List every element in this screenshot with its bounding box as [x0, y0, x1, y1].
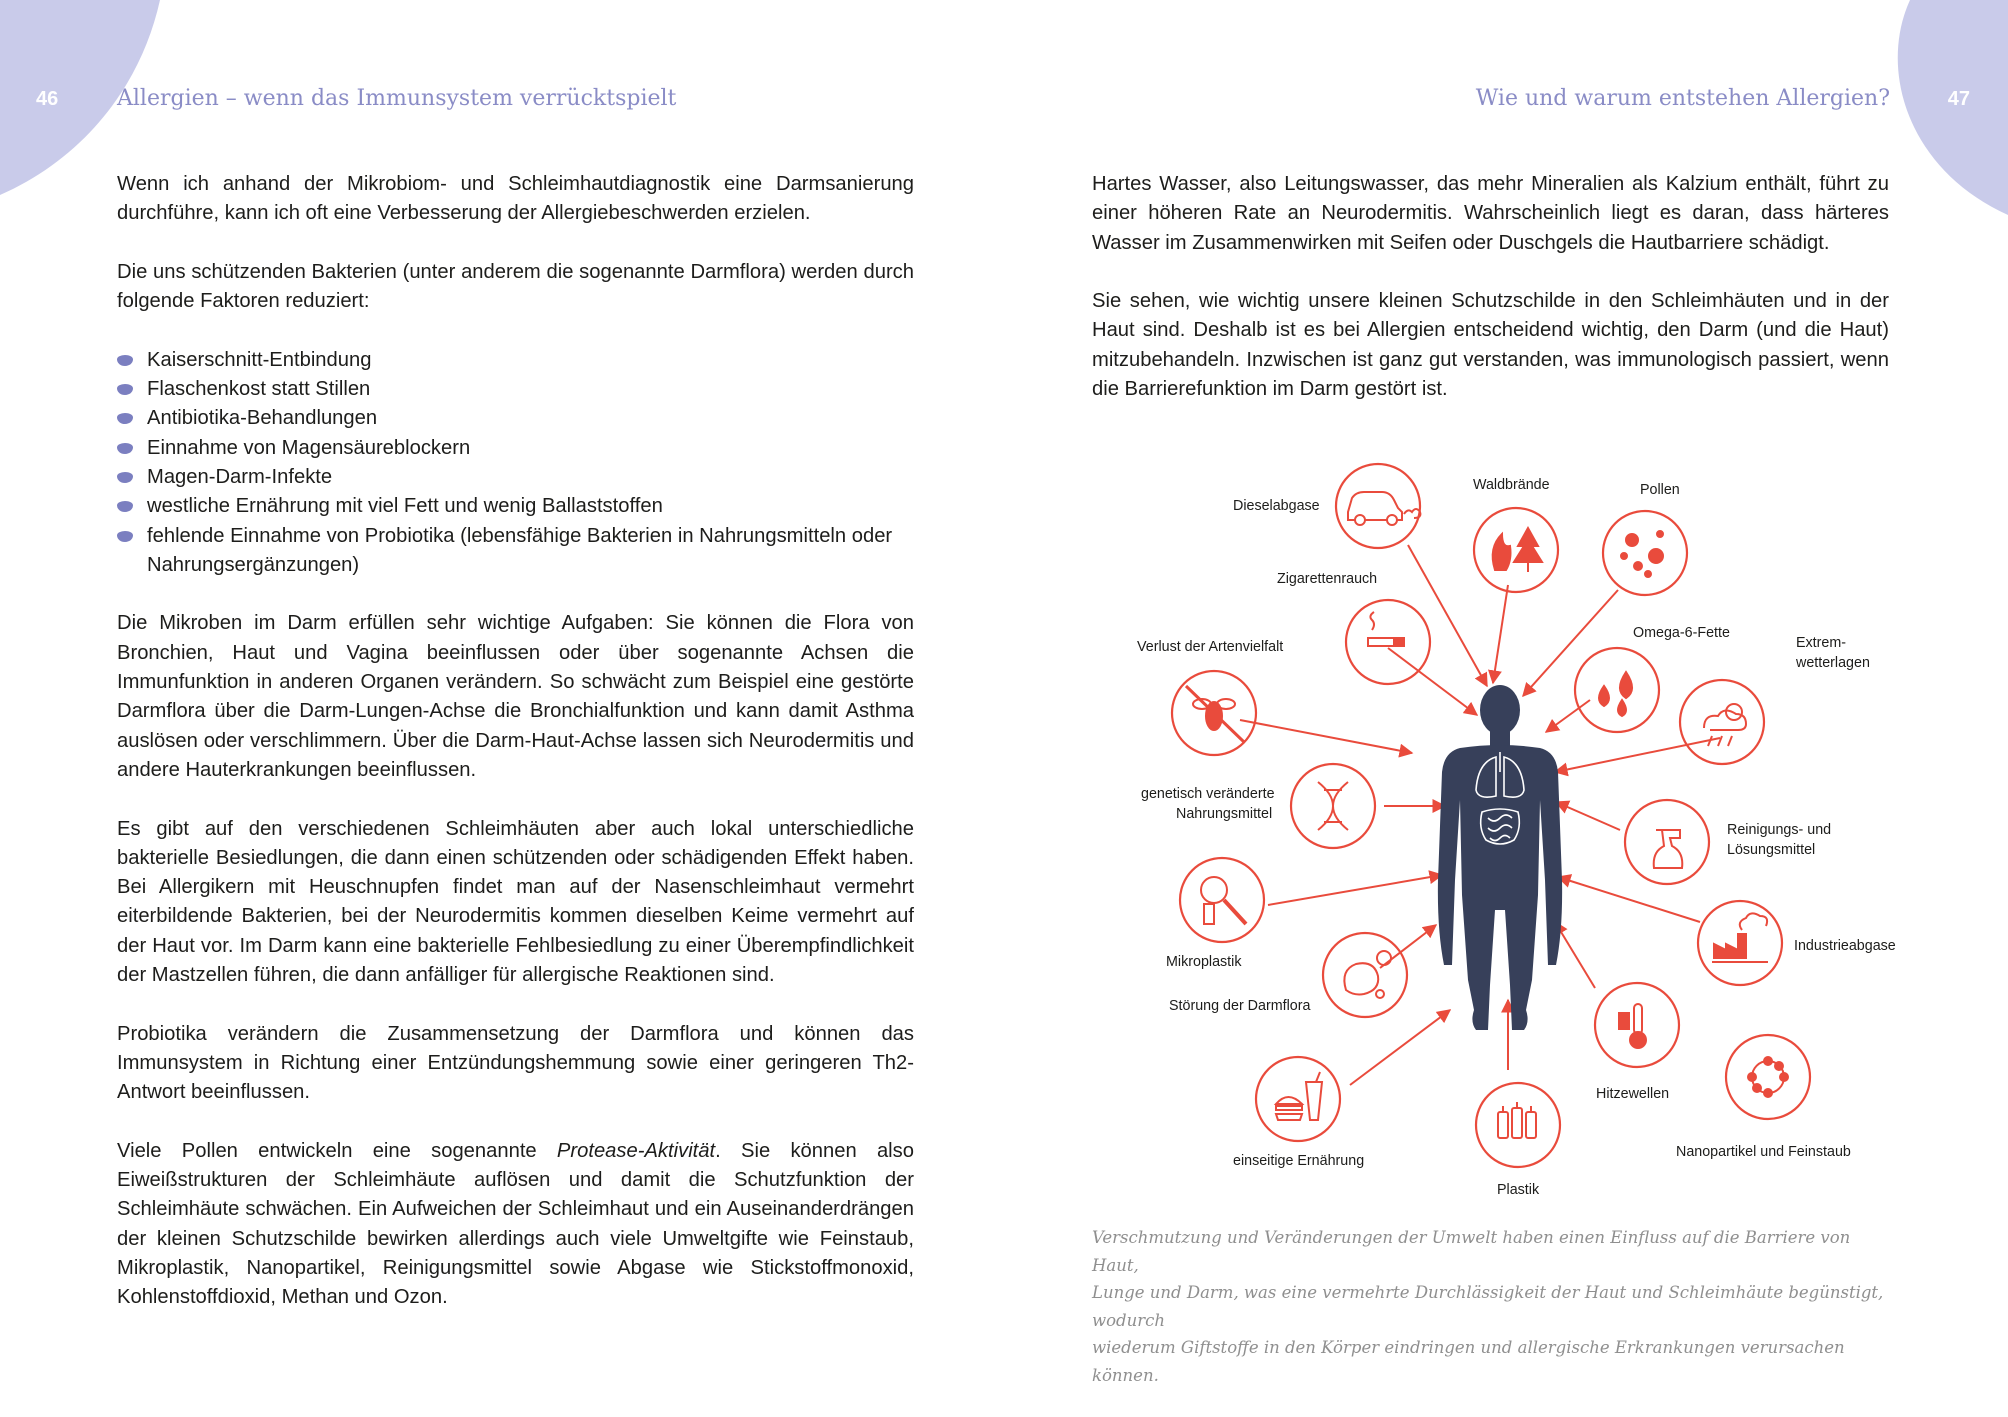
bullet-icon — [117, 501, 133, 512]
spray-bottle-icon — [1625, 800, 1709, 884]
list-item: fehlende Einnahme von Probiotika (lebensfähige Bakterien in Nahrungsmitteln oder Nahrungsergänzungen) — [117, 522, 914, 581]
label-ernaehrung: einseitige Ernährung — [1233, 1153, 1365, 1169]
bullet-icon — [117, 472, 133, 483]
figure-caption — [1092, 1224, 1898, 1389]
paragraph: Es gibt auf den verschiedenen Schleimhäuten aber auch lokal unterschiedliche bakterielle Besiedlungen, die dann einen schützenden oder schädigenden Effekt haben. Bei Allergikern mit Heuschnupfen findet man auf der Nasenschleimhaut vermehrt eiterbildende Bakterien, bei der Neurodermitis kommen dieselben Keime vermehrt auf der Haut vor. Im Darm kann eine bakterielle Fehlbesiedlung zu einer Überempfindlichkeit der Mastzellen führen, die dann anfälliger für allergische Reaktionen sind. — [117, 817, 914, 987]
list-item: Magen-Darm-Infekte — [117, 463, 914, 492]
environment-body-diagram — [1090, 440, 1910, 1210]
label-nano: Nanopartikel und Feinstaub — [1676, 1144, 1851, 1160]
fast-food-icon — [1256, 1057, 1340, 1141]
label-plastik: Plastik — [1497, 1182, 1540, 1198]
page-number-left: 46 — [36, 88, 59, 110]
bacteria-icon — [1323, 933, 1407, 1017]
human-body — [1438, 685, 1562, 1030]
forest-fire-icon — [1474, 508, 1558, 592]
car-exhaust-icon — [1336, 464, 1420, 548]
label-waldbraende: Waldbrände — [1473, 477, 1550, 493]
label-hitzewellen: Hitzewellen — [1596, 1086, 1670, 1102]
bullet-icon — [117, 355, 133, 366]
caption-line: wiederum Giftstoffe in den Körper eindringen und allergische Erkrankungen verursachen können. — [1092, 1338, 1845, 1385]
label-extrem: Extrem- — [1796, 635, 1847, 651]
label-darmflora: Störung der Darmflora — [1169, 998, 1311, 1014]
caption-line: Verschmutzung und Veränderungen der Umwelt haben einen Einfluss auf die Barriere von Haut, — [1092, 1228, 1851, 1275]
label-genetisch: Nahrungsmittel — [1176, 806, 1273, 822]
list-item: Einnahme von Magensäureblockern — [117, 434, 914, 463]
list-item: Antibiotika-Behandlungen — [117, 404, 914, 433]
paragraph: Wenn ich anhand der Mikrobiom- und Schleimhautdiagnostik eine Darmsanierung durchführe, kann ich oft eine Verbesserung der Allergiebeschwerden erzielen. — [117, 173, 914, 225]
bullet-icon — [117, 384, 133, 395]
emphasis: Protease-Aktivität — [556, 1139, 716, 1162]
list-item: westliche Ernährung mit viel Fett und wenig Ballaststoffen — [117, 492, 914, 521]
label-industrie: Industrieabgase — [1794, 938, 1896, 954]
label-extrem: wetterlagen — [1796, 655, 1870, 671]
paragraph: Die uns schützenden Bakterien (unter anderem die sogenannte Darmflora) werden durch folgende Faktoren reduziert: — [117, 260, 914, 313]
label-pollen: Pollen — [1640, 482, 1680, 498]
weather-icon — [1680, 680, 1764, 764]
oil-drops-icon — [1575, 648, 1659, 732]
cigarette-icon — [1346, 600, 1430, 684]
paragraph: Sie sehen, wie wichtig unsere kleinen Schutzschilde in den Schleimhäuten und in der Haut sind. Deshalb ist es bei Allergien entscheidend wichtig, den Darm (und die Haut) mitzubehandeln. Inzwischen ist ganz gut verstanden, was immunologisch passiert, wenn die Barrierefunktion im Darm gestört ist. — [1092, 290, 1889, 401]
paragraph: Viele Pollen entwickeln eine sogenannte Protease-Aktivität. Sie können also Eiweißstrukturen der Schleimhäute auflösen und damit die Schutzfunktion der Schleimhäute schwächen. Ein Aufweichen der Schleimhaut und ein Auseinanderdrängen der kleinen Schutzschilde bewirken allerdings auch viele Umweltgifte wie Feinstaub, Mikroplastik, Nanopartikel, Reinigungsmittel sowie Abgase wie Stickstoffmonoxid, Kohlenstoffdioxid, Methan und Ozon. — [117, 1139, 914, 1309]
nanoparticle-icon — [1726, 1035, 1810, 1119]
running-head-left: Allergien – wenn das Immunsystem verrücktspielt — [117, 86, 677, 111]
left-text-column — [117, 170, 914, 1342]
label-reinigung: Reinigungs- und — [1727, 822, 1832, 838]
pollen-icon — [1603, 511, 1687, 595]
bullet-icon — [117, 531, 133, 542]
paragraph: Die Mikroben im Darm erfüllen sehr wichtige Aufgaben: Sie können die Flora von Bronchien, Haut und Vagina beeinflussen oder über sogenannte Achsen die Immunfunktion in anderen Organen verändern. So schwächt zum Beispiel eine gestörte Darmflora über die Darm-Lungen-Achse die Bronchialfunktion und kann damit Asthma auslösen oder verschlimmern. Über die Darm-Haut-Achse lassen sich Neurodermitis und andere Hauterkrankungen beeinflussen. — [117, 612, 914, 781]
thermometer-icon — [1595, 983, 1679, 1067]
list-item: Flaschenkost statt Stillen — [117, 375, 914, 404]
bullet-icon — [117, 413, 133, 424]
page-number-right: 47 — [1947, 88, 1970, 110]
caption-line: Lunge und Darm, was eine vermehrte Durchlässigkeit der Haut und Schleimhäute begünstigt, wodurch — [1092, 1283, 1884, 1330]
label-omega: Omega-6-Fette — [1633, 625, 1730, 641]
label-zigarettenrauch: Zigarettenrauch — [1277, 571, 1378, 587]
label-artenvielfalt: Verlust der Artenvielfalt — [1137, 639, 1284, 655]
plastic-bottles-icon — [1476, 1083, 1560, 1167]
list-item: Kaiserschnitt-Entbindung — [117, 346, 914, 375]
label-genetisch: genetisch veränderte — [1141, 786, 1275, 802]
paragraph: Probiotika verändern die Zusammensetzung der Darmflora und können das Immunsystem in Richtung einer Entzündungshemmung sowie einer geringeren Th2-Antwort beeinflussen. — [117, 1022, 914, 1104]
label-dieselabgase: Dieselabgase — [1233, 498, 1320, 514]
paragraph: Hartes Wasser, also Leitungswasser, das mehr Mineralien als Kalzium enthält, führt zu einer höheren Rate an Neurodermitis. Wahrscheinlich liegt es daran, dass härteres Wasser im Zusammenwirken mit Seifen oder Duschgels die Hautbarriere schädigt. — [1092, 173, 1889, 254]
bullet-icon — [117, 443, 133, 454]
right-text-column — [1092, 170, 1889, 434]
label-mikroplastik: Mikroplastik — [1166, 954, 1242, 970]
label-reinigung: Lösungsmittel — [1727, 842, 1816, 858]
factor-list — [117, 346, 914, 580]
running-head-right: Wie und warum entstehen Allergien? — [1475, 86, 1890, 111]
